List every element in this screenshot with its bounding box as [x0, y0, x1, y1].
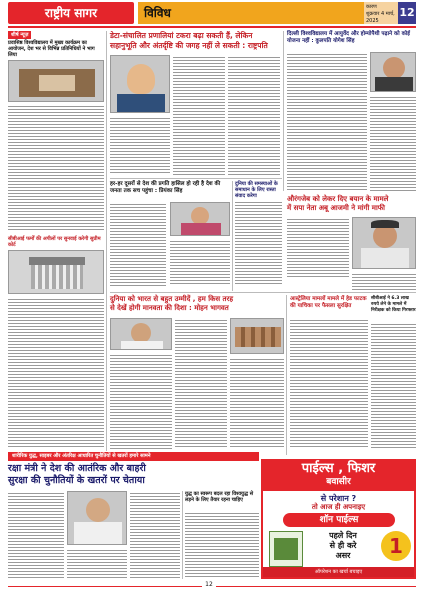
main-top-body-1	[110, 116, 170, 174]
right-top-body-1	[287, 52, 367, 192]
mid-story-2-body	[235, 200, 282, 286]
main-top-headline-2: सहानुभूति और अंतर्दृष्टि की जगह नहीं ले सकती : राष्ट्रपति	[110, 41, 268, 50]
advert-piles[interactable]	[261, 459, 416, 579]
top-news-label: शीर्ष न्यूज़	[8, 31, 31, 39]
mid-lower-headline-2: से देखें होगी मानवता की दिशा : मोहन भागवत	[110, 304, 229, 312]
mid-lower-headline	[110, 295, 284, 313]
advert-brand-line: पाईल्स , फिशर	[301, 461, 376, 476]
mid-lower-photo-1	[110, 318, 172, 350]
advert-header	[263, 461, 414, 491]
advert-footer: ऑपरेशन का खर्चा बचाइए	[263, 567, 414, 577]
right-top-photo	[370, 52, 416, 92]
masthead-brand: राष्ट्रीय सागर	[8, 2, 134, 24]
left-top-photo	[8, 60, 104, 102]
advert-line-3: से परेशान ?	[320, 494, 357, 503]
col-rule-3	[232, 181, 233, 291]
mid-lower-body-1	[110, 353, 172, 449]
col-rule-2	[283, 31, 284, 191]
right-mid-photo	[352, 217, 416, 269]
right-mid-body-1	[287, 217, 349, 277]
mid-story-body-1	[110, 202, 166, 286]
bottom-banner: शारीरिक युद्ध, साइबर और अंतरिक्ष आधारित चुनौतियों से खतरों हमारे सामने	[8, 452, 259, 461]
right-mid-headline-1: औरंगजेब को लेकर दिए बयान के मामले	[287, 195, 389, 203]
left-mid-headline: सीबीआई फर्मों की अपीलों पर सुनवाई करेगी सुप्रीम कोर्ट	[8, 236, 101, 248]
advert-product-pack	[269, 531, 303, 567]
right-lower-side-body	[371, 322, 416, 448]
left-mid-body	[8, 297, 104, 449]
supreme-court-photo	[8, 250, 104, 294]
right-lower-side-headline: सीबीआई ने 6.3 लाख रुपये लेने के मामले में निरीक्षक को किया गिरफ्तार	[371, 296, 416, 313]
bottom-story-photo	[67, 491, 127, 545]
right-top-headline: दिल्ली विश्वविद्यालय में आयुर्वेद और होम्योपैथी पढ़ाने को कोई योजना नहीं : कुलपति योगेश सिंह	[287, 31, 410, 44]
date-line-1: कारण	[366, 4, 377, 10]
bottom-story-headline	[8, 463, 259, 487]
advert-promise-1: पहले दिन	[329, 531, 357, 540]
rule-main-top	[110, 178, 282, 179]
mid-lower-body-2	[175, 318, 227, 449]
right-top-body-2	[370, 95, 416, 192]
col-rule-1	[106, 31, 107, 451]
date-box	[364, 2, 398, 24]
mid-story-photo	[170, 202, 230, 236]
mid-lower-photo-2	[230, 318, 284, 354]
advert-promise-2: से ही करे	[329, 541, 357, 550]
bottom-story-headline-2: सुरक्षा की चुनौतियों के खतरों पर चेताया	[8, 475, 145, 486]
mid-lower-body-3	[230, 357, 284, 449]
right-mid-headline-2: में सपा नेता अबू आजमी ने मांगी माफी	[287, 204, 385, 212]
advert-line-2: बवासीर	[326, 477, 351, 487]
bottom-story-body-3	[130, 491, 180, 579]
date-line-2: शुक्रवार 4 मार्च, 2025	[366, 11, 395, 24]
right-lower-headline: आस्ट्रेलिया मामलों मामले में हेड फाटक की याचिका पर फैसला सुरक्षित	[290, 296, 367, 309]
bottom-side-headline: युद्ध का स्वरूप बदल रहा विश्वयुद्ध से लड़ने के लिए तैयार रहना चाहिए	[185, 491, 254, 503]
mid-story-2-headline: दुनिया की समस्याओं के समाधान के लिए रास्ता संवाद करेगा	[235, 181, 278, 199]
col-rule-4	[286, 295, 287, 455]
main-top-body-3	[228, 55, 280, 175]
bottom-side-body	[185, 511, 259, 579]
advert-product: शॉन पाईल्स	[283, 513, 395, 527]
mid-story-headline: हर-हर दूसरों से देश की प्रगति हासिल हो रही है देश की जनता तक सच पहुंचा : प्रियंका सिंह	[110, 181, 221, 194]
main-top-photo	[110, 55, 170, 113]
page-number: 12	[398, 2, 416, 24]
mid-story-body-2	[170, 239, 230, 286]
footer-page-number: 12	[202, 581, 216, 591]
bottom-story-body-1	[8, 491, 64, 579]
bottom-story-body-2	[67, 548, 127, 579]
col-rule-5	[182, 491, 183, 579]
advert-line-4: तो आज ही अपनाइए	[311, 503, 366, 511]
advert-promise	[309, 531, 377, 561]
section-title: विविध	[138, 2, 364, 24]
main-top-body-2	[173, 55, 225, 175]
bottom-story-headline-1: रक्षा मंत्री ने देश की आतंरिक और बाहरी	[8, 463, 146, 474]
left-top-body	[8, 104, 104, 232]
left-top-headline: प्रवासिष्ठ विश्वविद्यालय में मुख्य कार्यक्रम का आयोजन, देश भर से विभिन्न प्रतिनिधियों ने भाग लिया	[8, 40, 95, 58]
right-lower-body	[290, 318, 368, 448]
right-mid-headline	[287, 195, 416, 213]
advert-promise-3: असर	[335, 551, 351, 560]
advert-big-number: 1	[381, 531, 411, 561]
right-mid-body-2	[352, 272, 416, 292]
main-top-headline-1: डेटा-संचालित प्रणालियां टकरा बढ़ा सकती हैं, लेकिन	[110, 31, 253, 40]
masthead-rule	[8, 26, 416, 28]
rule-mid	[110, 292, 416, 293]
mid-lower-headline-1: दुनिया को भारत से बहुत उम्मीदें , हम किस तरह	[110, 295, 234, 303]
